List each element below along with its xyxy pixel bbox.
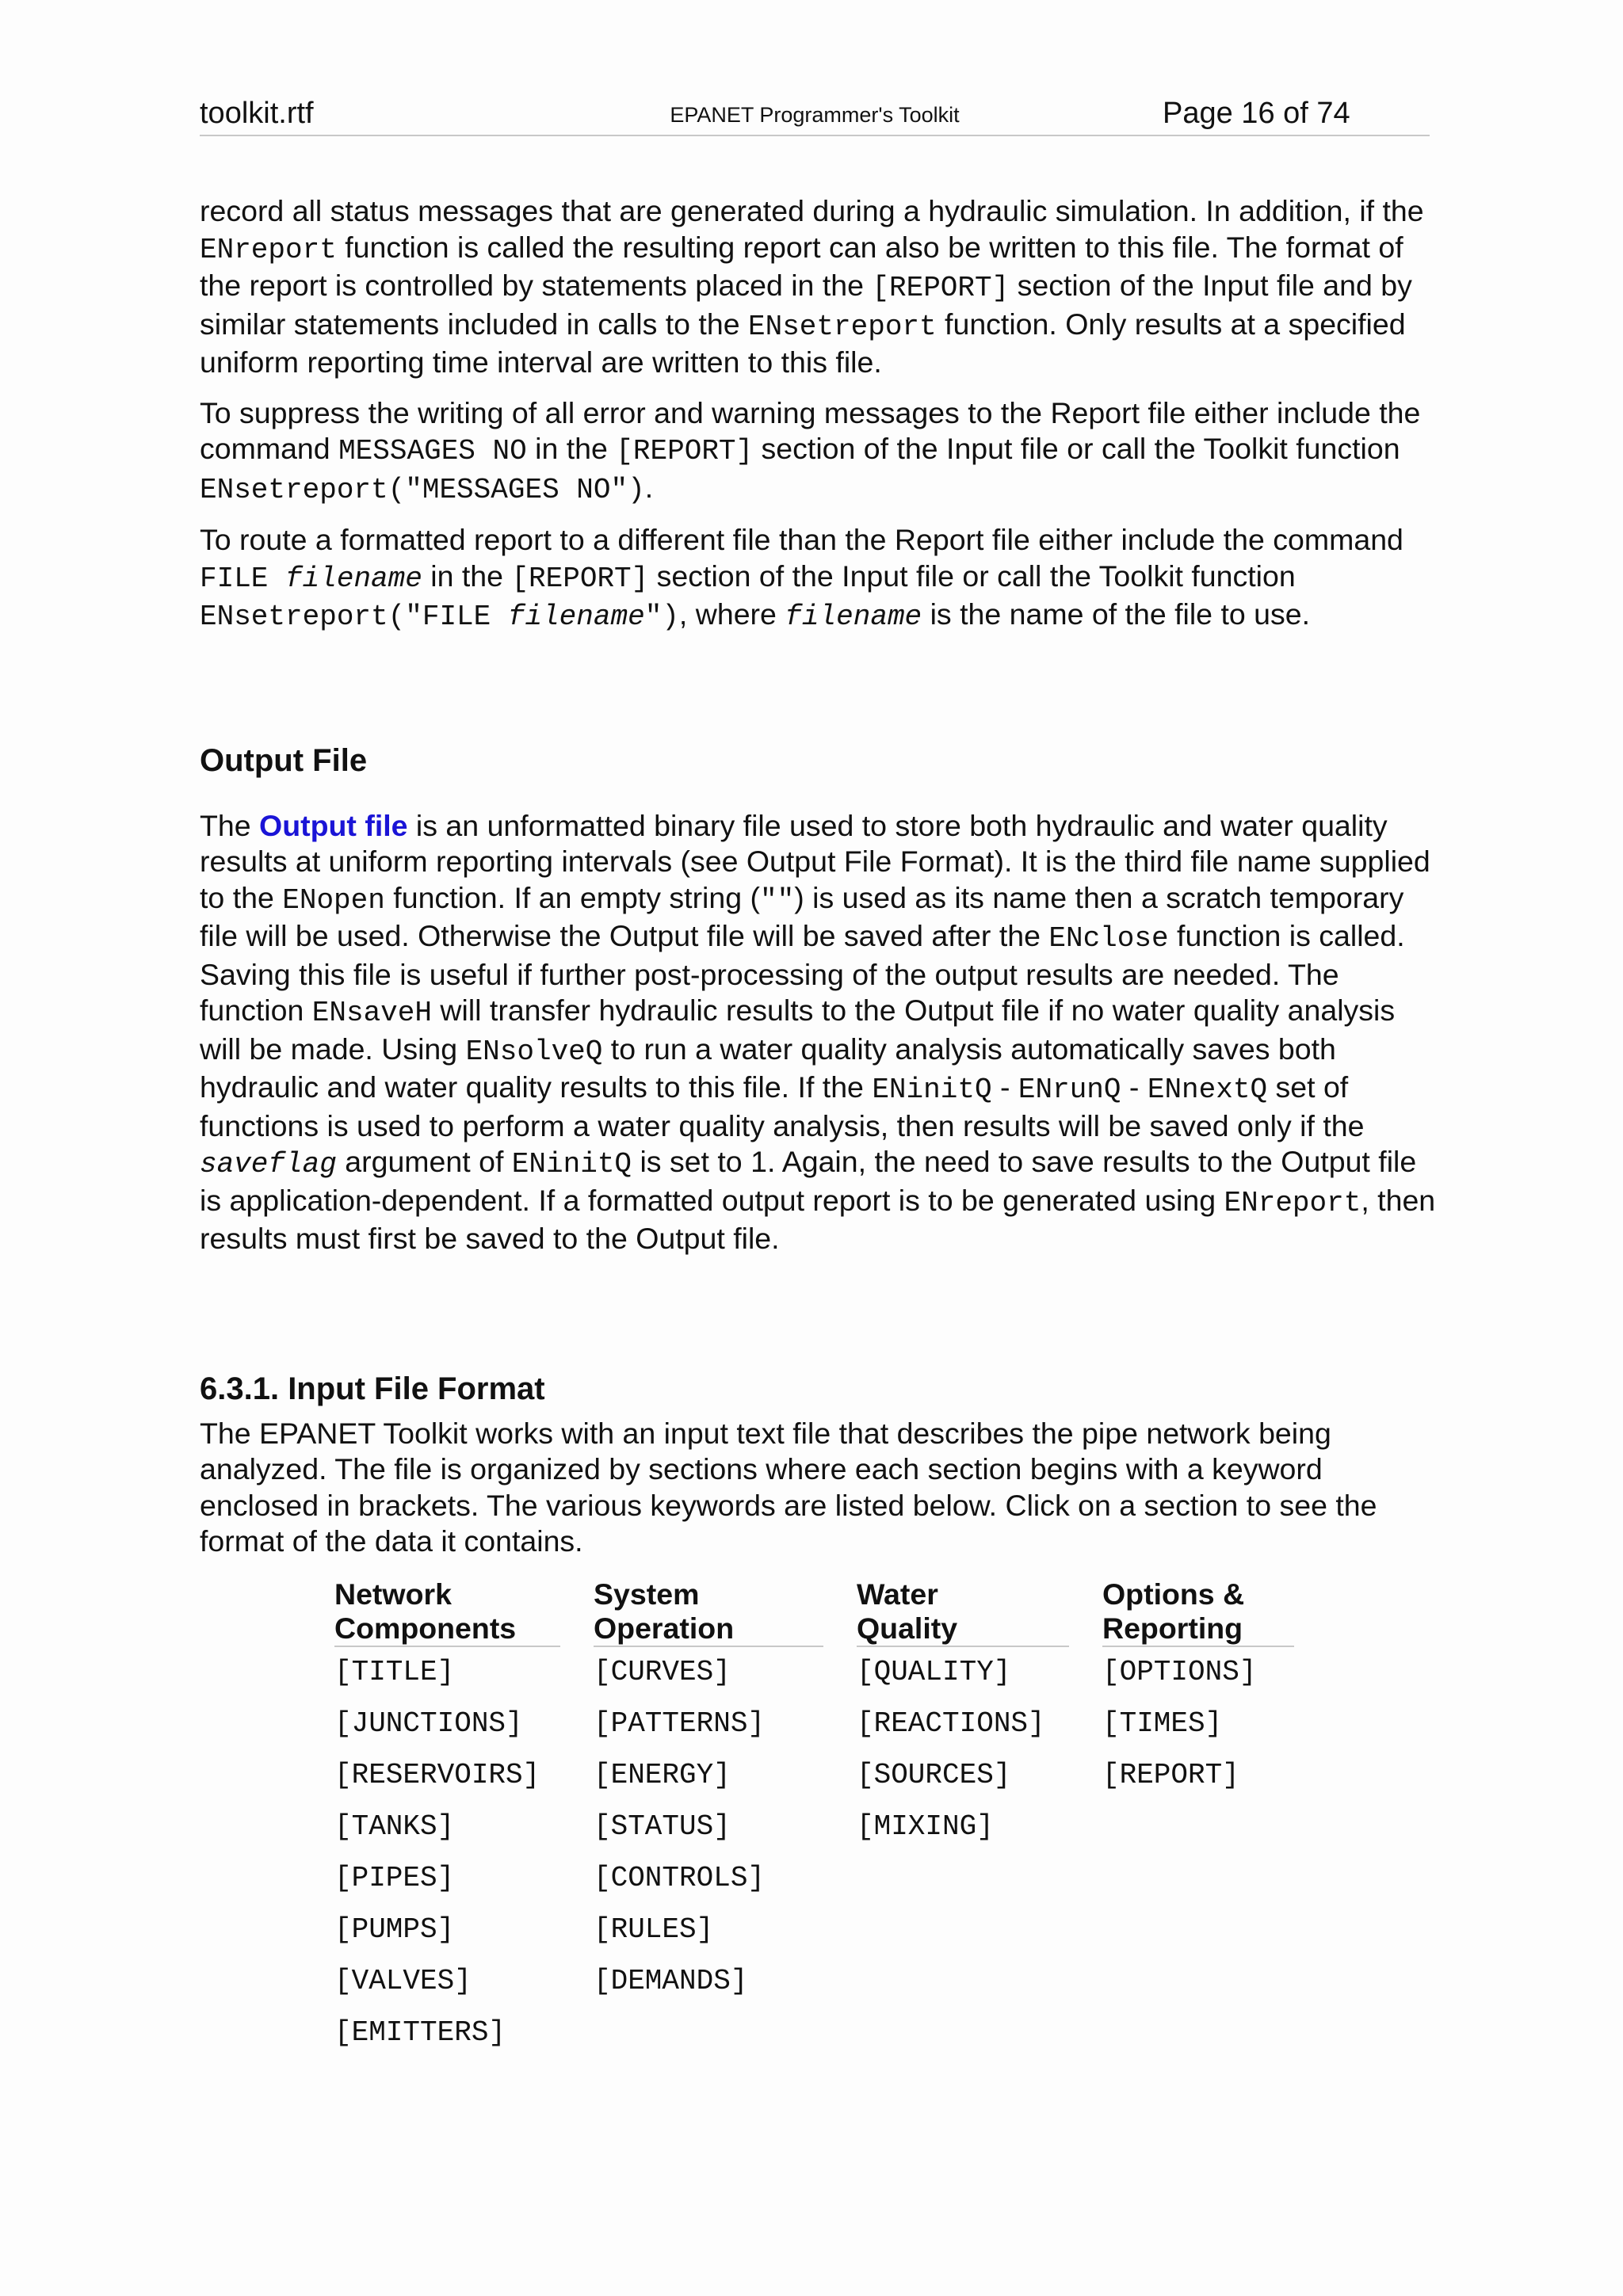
code-enreport: ENreport <box>200 233 337 266</box>
header-page-number: Page 16 of 74 <box>1163 97 1350 130</box>
keyword-demands[interactable]: [DEMANDS] <box>594 1965 748 1998</box>
keyword-reactions[interactable]: [REACTIONS] <box>857 1707 1045 1741</box>
code-report-section: [REPORT] <box>511 562 649 595</box>
keyword-patterns[interactable]: [PATTERNS] <box>594 1707 766 1741</box>
table-row <box>334 1853 1294 1905</box>
keyword-curves[interactable]: [CURVES] <box>594 1656 731 1689</box>
paragraph-suppress-messages: To suppress the writing of all error and warning messages to the Report file either include the command MESSAGES NO in the [REPORT] section of the Input file or call the Toolkit function ENsetreport("MESSAGES NO"). <box>200 395 1421 506</box>
header-options-reporting: Options & Reporting <box>1102 1577 1294 1646</box>
heading-output-file: Output File <box>200 742 368 778</box>
table-row <box>334 1802 1294 1853</box>
code-ensetreport-messages: ENsetreport("MESSAGES NO") <box>200 473 645 506</box>
table-row <box>334 1956 1294 2008</box>
table-row <box>334 1646 1294 1699</box>
keyword-pipes[interactable]: [PIPES] <box>334 1862 455 1895</box>
code-ensetreport: ENsetreport <box>747 310 937 343</box>
header-network-components: Network Components <box>334 1577 560 1646</box>
table-row <box>334 1699 1294 1750</box>
table-header-row <box>334 1577 1294 1646</box>
table-row <box>334 1750 1294 1802</box>
keyword-times[interactable]: [TIMES] <box>1102 1707 1223 1741</box>
header-title: EPANET Programmer's Toolkit <box>670 103 960 127</box>
heading-input-file-format: 6.3.1. Input File Format <box>200 1371 545 1406</box>
paragraph-route-report: To route a formatted report to a different file than the Report file either include the command FILE filename in the [REPORT] section of the Input file or call the Toolkit function ENsetreport("FILE filename"), where filename is the name of the file to use. <box>200 523 1403 633</box>
keyword-rules[interactable]: [RULES] <box>594 1913 714 1947</box>
keyword-status[interactable]: [STATUS] <box>594 1810 731 1844</box>
page-content <box>200 193 1438 2059</box>
keyword-emitters[interactable]: [EMITTERS] <box>334 2016 506 2050</box>
paragraph-input-file: The EPANET Toolkit works with an input text file that describes the pipe network being analyzed. The file is organized by sections where each section begins with a keyword enclosed in brackets. The various keywords are listed below. Click on a section to see the format of the data it contains. <box>200 1416 1377 1558</box>
keyword-mixing[interactable]: [MIXING] <box>857 1810 994 1844</box>
keyword-controls[interactable]: [CONTROLS] <box>594 1862 766 1895</box>
keyword-tanks[interactable]: [TANKS] <box>334 1810 455 1844</box>
keyword-pumps[interactable]: [PUMPS] <box>334 1913 455 1947</box>
code-report-section: [REPORT] <box>872 272 1010 304</box>
table-row <box>334 1905 1294 1956</box>
keyword-report[interactable]: [REPORT] <box>1102 1759 1239 1792</box>
keyword-title[interactable]: [TITLE] <box>334 1656 455 1689</box>
code-messages-no: MESSAGES NO <box>338 435 527 467</box>
keyword-options[interactable]: [OPTIONS] <box>1102 1656 1257 1689</box>
keyword-junctions[interactable]: [JUNCTIONS] <box>334 1707 523 1741</box>
code-report-section: [REPORT] <box>616 435 754 467</box>
table-row <box>334 2008 1294 2059</box>
keyword-quality[interactable]: [QUALITY] <box>857 1656 1011 1689</box>
keyword-reservoirs[interactable]: [RESERVOIRS] <box>334 1759 540 1792</box>
page-header <box>200 95 1430 136</box>
header-filename: toolkit.rtf <box>200 97 314 130</box>
paragraph-output-file: The Output file is an unformatted binary file used to store both hydraulic and water quality results at uniform reporting intervals (see Output File Format). It is the third file name supplied to the ENopen function. If an empty string ("") is used as its name then a scratch temporary file will be used. Otherwise the Output file will be saved after the ENclose function is called. Saving this file is useful if further post-processing of the output results are needed. The function ENsaveH will transfer hydraulic results to the Output file if no water quality analysis will be made. Using ENsolveQ to run a water quality analysis automatically saves both hydraulic and water quality results to this file. If the ENinitQ - ENrunQ - ENnextQ set of functions is used to perform a water quality analysis, then results will be saved only if the saveflag argument of ENinitQ is set to 1. Again, the need to save results to the Output file is application-dependent. If a formatted output report is to be generated using ENreport, then results must first be saved to the Output file. <box>200 808 1436 1255</box>
paragraph-report-file: record all status messages that are generated during a hydraulic simulation. In addition, if the ENreport function is called the resulting report can also be written to this file. The format of the report is controlled by statements placed in the [REPORT] section of the Input file and by similar statements included in calls to the ENsetreport function. Only results at a specified uniform reporting time interval are written to this file. <box>200 194 1424 379</box>
keyword-energy[interactable]: [ENERGY] <box>594 1759 731 1792</box>
header-system-operation: System Operation <box>594 1577 823 1646</box>
keyword-sources[interactable]: [SOURCES] <box>857 1759 1011 1792</box>
keyword-valves[interactable]: [VALVES] <box>334 1965 472 1998</box>
output-file-link[interactable]: Output file <box>259 808 408 842</box>
keywords-table <box>334 1577 1294 2059</box>
header-water-quality: Water Quality <box>857 1577 1069 1646</box>
